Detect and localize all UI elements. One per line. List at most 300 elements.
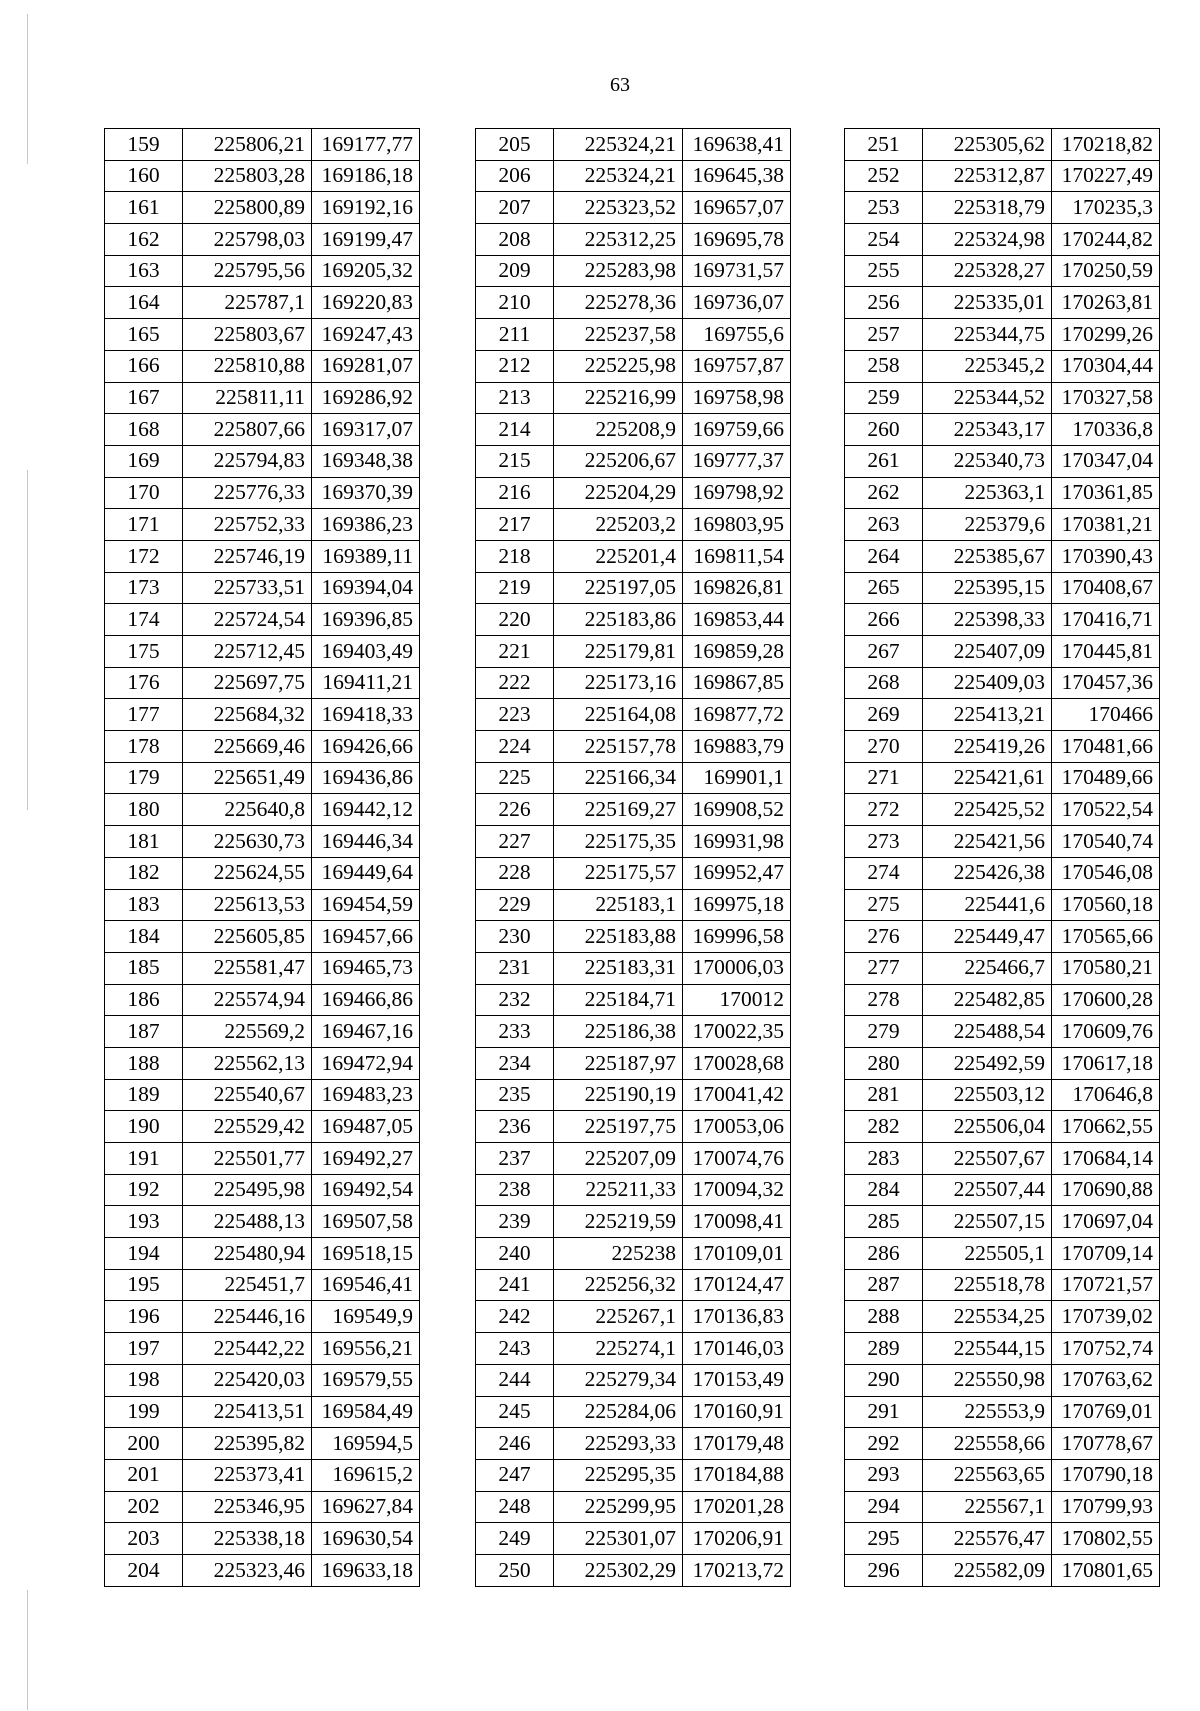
- point-number-cell: 286: [845, 1238, 923, 1270]
- x-coordinate-cell: 225794,83: [183, 445, 312, 477]
- point-number-cell: 228: [476, 857, 554, 889]
- x-coordinate-cell: 225299,95: [554, 1491, 683, 1523]
- y-coordinate-cell: 170304,44: [1052, 350, 1160, 382]
- y-coordinate-cell: 169736,07: [683, 287, 791, 319]
- x-coordinate-cell: 225712,45: [183, 636, 312, 668]
- x-coordinate-cell: 225216,99: [554, 382, 683, 414]
- y-coordinate-cell: 170489,66: [1052, 762, 1160, 794]
- point-number-cell: 277: [845, 952, 923, 984]
- table-row: [105, 921, 420, 953]
- point-number-cell: 192: [105, 1174, 183, 1206]
- table-row: [476, 129, 791, 161]
- table-row: [845, 889, 1160, 921]
- point-number-cell: 224: [476, 731, 554, 763]
- point-number-cell: 172: [105, 540, 183, 572]
- x-coordinate-cell: 225207,09: [554, 1143, 683, 1175]
- point-number-cell: 264: [845, 540, 923, 572]
- y-coordinate-cell: 170390,43: [1052, 540, 1160, 572]
- point-number-cell: 241: [476, 1269, 554, 1301]
- x-coordinate-cell: 225324,98: [923, 224, 1052, 256]
- point-number-cell: 254: [845, 224, 923, 256]
- y-coordinate-cell: 169594,5: [312, 1428, 420, 1460]
- y-coordinate-cell: 170327,58: [1052, 382, 1160, 414]
- y-coordinate-cell: 169205,32: [312, 255, 420, 287]
- y-coordinate-cell: 170790,18: [1052, 1459, 1160, 1491]
- x-coordinate-cell: 225569,2: [183, 1016, 312, 1048]
- table-row: [105, 636, 420, 668]
- point-number-cell: 282: [845, 1111, 923, 1143]
- y-coordinate-cell: 169281,07: [312, 350, 420, 382]
- table-row: [105, 1364, 420, 1396]
- y-coordinate-cell: 170802,55: [1052, 1523, 1160, 1555]
- x-coordinate-cell: 225746,19: [183, 540, 312, 572]
- x-coordinate-cell: 225776,33: [183, 477, 312, 509]
- table-row: [845, 350, 1160, 382]
- x-coordinate-cell: 225503,12: [923, 1079, 1052, 1111]
- x-coordinate-cell: 225581,47: [183, 952, 312, 984]
- y-coordinate-cell: 169627,84: [312, 1491, 420, 1523]
- x-coordinate-cell: 225409,03: [923, 667, 1052, 699]
- y-coordinate-cell: 170347,04: [1052, 445, 1160, 477]
- point-number-cell: 203: [105, 1523, 183, 1555]
- point-number-cell: 273: [845, 826, 923, 858]
- y-coordinate-cell: 169370,39: [312, 477, 420, 509]
- y-coordinate-cell: 169457,66: [312, 921, 420, 953]
- table-row: [105, 1333, 420, 1365]
- point-number-cell: 184: [105, 921, 183, 953]
- table-row: [845, 1554, 1160, 1586]
- point-number-cell: 169: [105, 445, 183, 477]
- point-number-cell: 246: [476, 1428, 554, 1460]
- point-number-cell: 163: [105, 255, 183, 287]
- y-coordinate-cell: 170153,49: [683, 1364, 791, 1396]
- x-coordinate-cell: 225302,29: [554, 1554, 683, 1586]
- point-number-cell: 183: [105, 889, 183, 921]
- y-coordinate-cell: 169220,83: [312, 287, 420, 319]
- y-coordinate-cell: 170244,82: [1052, 224, 1160, 256]
- table-row: [476, 762, 791, 794]
- table-row: [476, 350, 791, 382]
- point-number-cell: 207: [476, 192, 554, 224]
- y-coordinate-cell: 169492,54: [312, 1174, 420, 1206]
- x-coordinate-cell: 225225,98: [554, 350, 683, 382]
- y-coordinate-cell: 170227,49: [1052, 160, 1160, 192]
- x-coordinate-cell: 225488,13: [183, 1206, 312, 1238]
- x-coordinate-cell: 225279,34: [554, 1364, 683, 1396]
- table-row: [476, 1047, 791, 1079]
- table-row: [105, 794, 420, 826]
- point-number-cell: 162: [105, 224, 183, 256]
- x-coordinate-cell: 225576,47: [923, 1523, 1052, 1555]
- point-number-cell: 217: [476, 509, 554, 541]
- point-number-cell: 161: [105, 192, 183, 224]
- y-coordinate-cell: 170109,01: [683, 1238, 791, 1270]
- table-row: [105, 477, 420, 509]
- point-number-cell: 233: [476, 1016, 554, 1048]
- point-number-cell: 295: [845, 1523, 923, 1555]
- table-row: [105, 1396, 420, 1428]
- table-row: [845, 255, 1160, 287]
- y-coordinate-cell: 169556,21: [312, 1333, 420, 1365]
- table-row: [105, 826, 420, 858]
- y-coordinate-cell: 169186,18: [312, 160, 420, 192]
- coordinates-table-2: [475, 128, 791, 1587]
- table-row: [476, 826, 791, 858]
- x-coordinate-cell: 225811,11: [183, 382, 312, 414]
- point-number-cell: 197: [105, 1333, 183, 1365]
- table-row: [845, 414, 1160, 446]
- point-number-cell: 239: [476, 1206, 554, 1238]
- x-coordinate-cell: 225724,54: [183, 604, 312, 636]
- point-number-cell: 165: [105, 319, 183, 351]
- x-coordinate-cell: 225395,15: [923, 572, 1052, 604]
- point-number-cell: 271: [845, 762, 923, 794]
- x-coordinate-cell: 225506,04: [923, 1111, 1052, 1143]
- point-number-cell: 232: [476, 984, 554, 1016]
- x-coordinate-cell: 225175,35: [554, 826, 683, 858]
- point-number-cell: 289: [845, 1333, 923, 1365]
- y-coordinate-cell: 169483,23: [312, 1079, 420, 1111]
- table-row: [105, 1111, 420, 1143]
- coordinates-table-1: [104, 128, 420, 1587]
- y-coordinate-cell: 169426,66: [312, 731, 420, 763]
- x-coordinate-cell: 225164,08: [554, 699, 683, 731]
- table-row: [845, 477, 1160, 509]
- table-row: [105, 1016, 420, 1048]
- x-coordinate-cell: 225237,58: [554, 319, 683, 351]
- point-number-cell: 189: [105, 1079, 183, 1111]
- x-coordinate-cell: 225553,9: [923, 1396, 1052, 1428]
- y-coordinate-cell: 170098,41: [683, 1206, 791, 1238]
- point-number-cell: 191: [105, 1143, 183, 1175]
- y-coordinate-cell: 169449,64: [312, 857, 420, 889]
- x-coordinate-cell: 225492,59: [923, 1047, 1052, 1079]
- y-coordinate-cell: 170560,18: [1052, 889, 1160, 921]
- x-coordinate-cell: 225518,78: [923, 1269, 1052, 1301]
- point-number-cell: 200: [105, 1428, 183, 1460]
- point-number-cell: 214: [476, 414, 554, 446]
- x-coordinate-cell: 225238: [554, 1238, 683, 1270]
- table-row: [105, 192, 420, 224]
- y-coordinate-cell: 170336,8: [1052, 414, 1160, 446]
- table-row: [105, 287, 420, 319]
- point-number-cell: 218: [476, 540, 554, 572]
- x-coordinate-cell: 225795,56: [183, 255, 312, 287]
- y-coordinate-cell: 170022,35: [683, 1016, 791, 1048]
- point-number-cell: 190: [105, 1111, 183, 1143]
- table-row: [476, 604, 791, 636]
- table-row: [476, 1111, 791, 1143]
- point-number-cell: 226: [476, 794, 554, 826]
- point-number-cell: 245: [476, 1396, 554, 1428]
- x-coordinate-cell: 225413,51: [183, 1396, 312, 1428]
- table-row: [476, 731, 791, 763]
- point-number-cell: 287: [845, 1269, 923, 1301]
- table-row: [845, 857, 1160, 889]
- x-coordinate-cell: 225807,66: [183, 414, 312, 446]
- table-row: [476, 1301, 791, 1333]
- y-coordinate-cell: 169411,21: [312, 667, 420, 699]
- point-number-cell: 252: [845, 160, 923, 192]
- x-coordinate-cell: 225495,98: [183, 1174, 312, 1206]
- x-coordinate-cell: 225183,1: [554, 889, 683, 921]
- x-coordinate-cell: 225669,46: [183, 731, 312, 763]
- table-row: [845, 1333, 1160, 1365]
- table-row: [845, 1174, 1160, 1206]
- page-number: 63: [610, 74, 630, 96]
- y-coordinate-cell: 170218,82: [1052, 129, 1160, 161]
- point-number-cell: 221: [476, 636, 554, 668]
- y-coordinate-cell: 169803,95: [683, 509, 791, 541]
- table-row: [845, 1491, 1160, 1523]
- table-row: [476, 160, 791, 192]
- point-number-cell: 242: [476, 1301, 554, 1333]
- y-coordinate-cell: 169394,04: [312, 572, 420, 604]
- point-number-cell: 182: [105, 857, 183, 889]
- point-number-cell: 278: [845, 984, 923, 1016]
- y-coordinate-cell: 169454,59: [312, 889, 420, 921]
- point-number-cell: 293: [845, 1459, 923, 1491]
- point-number-cell: 216: [476, 477, 554, 509]
- y-coordinate-cell: 170250,59: [1052, 255, 1160, 287]
- y-coordinate-cell: 169695,78: [683, 224, 791, 256]
- table-row: [845, 1079, 1160, 1111]
- x-coordinate-cell: 225651,49: [183, 762, 312, 794]
- x-coordinate-cell: 225395,82: [183, 1428, 312, 1460]
- point-number-cell: 268: [845, 667, 923, 699]
- point-number-cell: 294: [845, 1491, 923, 1523]
- point-number-cell: 251: [845, 129, 923, 161]
- x-coordinate-cell: 225338,18: [183, 1523, 312, 1555]
- y-coordinate-cell: 169467,16: [312, 1016, 420, 1048]
- point-number-cell: 240: [476, 1238, 554, 1270]
- x-coordinate-cell: 225507,15: [923, 1206, 1052, 1238]
- x-coordinate-cell: 225363,1: [923, 477, 1052, 509]
- point-number-cell: 204: [105, 1554, 183, 1586]
- table-row: [105, 255, 420, 287]
- point-number-cell: 285: [845, 1206, 923, 1238]
- x-coordinate-cell: 225345,2: [923, 350, 1052, 382]
- x-coordinate-cell: 225488,54: [923, 1016, 1052, 1048]
- table-row: [845, 540, 1160, 572]
- y-coordinate-cell: 170012: [683, 984, 791, 1016]
- point-number-cell: 275: [845, 889, 923, 921]
- table-row: [476, 1554, 791, 1586]
- x-coordinate-cell: 225582,09: [923, 1554, 1052, 1586]
- table-row: [476, 889, 791, 921]
- table-row: [845, 1364, 1160, 1396]
- point-number-cell: 211: [476, 319, 554, 351]
- y-coordinate-cell: 170445,81: [1052, 636, 1160, 668]
- table-row: [845, 1428, 1160, 1460]
- x-coordinate-cell: 225684,32: [183, 699, 312, 731]
- x-coordinate-cell: 225197,75: [554, 1111, 683, 1143]
- table-row: [105, 1554, 420, 1586]
- y-coordinate-cell: 170263,81: [1052, 287, 1160, 319]
- table-row: [476, 1206, 791, 1238]
- table-row: [476, 1459, 791, 1491]
- x-coordinate-cell: 225295,35: [554, 1459, 683, 1491]
- x-coordinate-cell: 225425,52: [923, 794, 1052, 826]
- y-coordinate-cell: 170799,93: [1052, 1491, 1160, 1523]
- y-coordinate-cell: 170580,21: [1052, 952, 1160, 984]
- point-number-cell: 270: [845, 731, 923, 763]
- y-coordinate-cell: 169177,77: [312, 129, 420, 161]
- x-coordinate-cell: 225379,6: [923, 509, 1052, 541]
- point-number-cell: 181: [105, 826, 183, 858]
- table-row: [845, 572, 1160, 604]
- point-number-cell: 213: [476, 382, 554, 414]
- point-number-cell: 261: [845, 445, 923, 477]
- table-row: [105, 1459, 420, 1491]
- x-coordinate-cell: 225211,33: [554, 1174, 683, 1206]
- table-row: [845, 1016, 1160, 1048]
- table-row: [105, 604, 420, 636]
- table-row: [105, 699, 420, 731]
- y-coordinate-cell: 170697,04: [1052, 1206, 1160, 1238]
- x-coordinate-cell: 225421,61: [923, 762, 1052, 794]
- point-number-cell: 201: [105, 1459, 183, 1491]
- point-number-cell: 269: [845, 699, 923, 731]
- point-number-cell: 164: [105, 287, 183, 319]
- x-coordinate-cell: 225466,7: [923, 952, 1052, 984]
- y-coordinate-cell: 170184,88: [683, 1459, 791, 1491]
- table-row: [845, 1143, 1160, 1175]
- point-number-cell: 274: [845, 857, 923, 889]
- x-coordinate-cell: 225256,32: [554, 1269, 683, 1301]
- y-coordinate-cell: 169811,54: [683, 540, 791, 572]
- y-coordinate-cell: 170769,01: [1052, 1396, 1160, 1428]
- y-coordinate-cell: 170160,91: [683, 1396, 791, 1428]
- y-coordinate-cell: 169759,66: [683, 414, 791, 446]
- point-number-cell: 210: [476, 287, 554, 319]
- point-number-cell: 266: [845, 604, 923, 636]
- y-coordinate-cell: 169418,33: [312, 699, 420, 731]
- point-number-cell: 250: [476, 1554, 554, 1586]
- point-number-cell: 175: [105, 636, 183, 668]
- point-number-cell: 220: [476, 604, 554, 636]
- y-coordinate-cell: 170540,74: [1052, 826, 1160, 858]
- coordinates-table-3: [844, 128, 1160, 1587]
- y-coordinate-cell: 169446,34: [312, 826, 420, 858]
- table-row: [845, 699, 1160, 731]
- point-number-cell: 267: [845, 636, 923, 668]
- x-coordinate-cell: 225184,71: [554, 984, 683, 1016]
- x-coordinate-cell: 225534,25: [923, 1301, 1052, 1333]
- y-coordinate-cell: 170206,91: [683, 1523, 791, 1555]
- x-coordinate-cell: 225183,88: [554, 921, 683, 953]
- table-row: [845, 1459, 1160, 1491]
- table-row: [476, 1491, 791, 1523]
- y-coordinate-cell: 170778,67: [1052, 1428, 1160, 1460]
- x-coordinate-cell: 225190,19: [554, 1079, 683, 1111]
- table-row: [105, 984, 420, 1016]
- y-coordinate-cell: 170361,85: [1052, 477, 1160, 509]
- table-row: [845, 952, 1160, 984]
- x-coordinate-cell: 225803,28: [183, 160, 312, 192]
- y-coordinate-cell: 169396,85: [312, 604, 420, 636]
- x-coordinate-cell: 225507,44: [923, 1174, 1052, 1206]
- point-number-cell: 225: [476, 762, 554, 794]
- x-coordinate-cell: 225800,89: [183, 192, 312, 224]
- y-coordinate-cell: 169755,6: [683, 319, 791, 351]
- table-row: [105, 160, 420, 192]
- point-number-cell: 257: [845, 319, 923, 351]
- point-number-cell: 202: [105, 1491, 183, 1523]
- table-row: [105, 129, 420, 161]
- table-row: [845, 160, 1160, 192]
- table-row: [105, 350, 420, 382]
- x-coordinate-cell: 225446,16: [183, 1301, 312, 1333]
- y-coordinate-cell: 169579,55: [312, 1364, 420, 1396]
- table-row: [105, 540, 420, 572]
- x-coordinate-cell: 225187,97: [554, 1047, 683, 1079]
- table-row: [105, 414, 420, 446]
- x-coordinate-cell: 225157,78: [554, 731, 683, 763]
- y-coordinate-cell: 169389,11: [312, 540, 420, 572]
- y-coordinate-cell: 170146,03: [683, 1333, 791, 1365]
- y-coordinate-cell: 170094,32: [683, 1174, 791, 1206]
- table-row: [105, 319, 420, 351]
- table-row: [476, 224, 791, 256]
- y-coordinate-cell: 169199,47: [312, 224, 420, 256]
- point-number-cell: 219: [476, 572, 554, 604]
- point-number-cell: 276: [845, 921, 923, 953]
- y-coordinate-cell: 169645,38: [683, 160, 791, 192]
- y-coordinate-cell: 169853,44: [683, 604, 791, 636]
- point-number-cell: 193: [105, 1206, 183, 1238]
- table-row: [476, 572, 791, 604]
- point-number-cell: 179: [105, 762, 183, 794]
- point-number-cell: 196: [105, 1301, 183, 1333]
- point-number-cell: 248: [476, 1491, 554, 1523]
- x-coordinate-cell: 225562,13: [183, 1047, 312, 1079]
- y-coordinate-cell: 169901,1: [683, 762, 791, 794]
- table-row: [105, 1174, 420, 1206]
- point-number-cell: 229: [476, 889, 554, 921]
- x-coordinate-cell: 225605,85: [183, 921, 312, 953]
- y-coordinate-cell: 169952,47: [683, 857, 791, 889]
- y-coordinate-cell: 170041,42: [683, 1079, 791, 1111]
- y-coordinate-cell: 169518,15: [312, 1238, 420, 1270]
- table-row: [476, 1523, 791, 1555]
- x-coordinate-cell: 225544,15: [923, 1333, 1052, 1365]
- y-coordinate-cell: 170006,03: [683, 952, 791, 984]
- table-row: [105, 509, 420, 541]
- point-number-cell: 283: [845, 1143, 923, 1175]
- x-coordinate-cell: 225574,94: [183, 984, 312, 1016]
- y-coordinate-cell: 169877,72: [683, 699, 791, 731]
- x-coordinate-cell: 225426,38: [923, 857, 1052, 889]
- y-coordinate-cell: 169657,07: [683, 192, 791, 224]
- point-number-cell: 206: [476, 160, 554, 192]
- table-row: [476, 794, 791, 826]
- point-number-cell: 258: [845, 350, 923, 382]
- point-number-cell: 231: [476, 952, 554, 984]
- y-coordinate-cell: 169247,43: [312, 319, 420, 351]
- y-coordinate-cell: 169883,79: [683, 731, 791, 763]
- table-row: [476, 699, 791, 731]
- table-row: [845, 1523, 1160, 1555]
- x-coordinate-cell: 225449,47: [923, 921, 1052, 953]
- point-number-cell: 227: [476, 826, 554, 858]
- table-row: [476, 1238, 791, 1270]
- y-coordinate-cell: 170235,3: [1052, 192, 1160, 224]
- x-coordinate-cell: 225529,42: [183, 1111, 312, 1143]
- y-coordinate-cell: 170179,48: [683, 1428, 791, 1460]
- table-row: [845, 1047, 1160, 1079]
- point-number-cell: 238: [476, 1174, 554, 1206]
